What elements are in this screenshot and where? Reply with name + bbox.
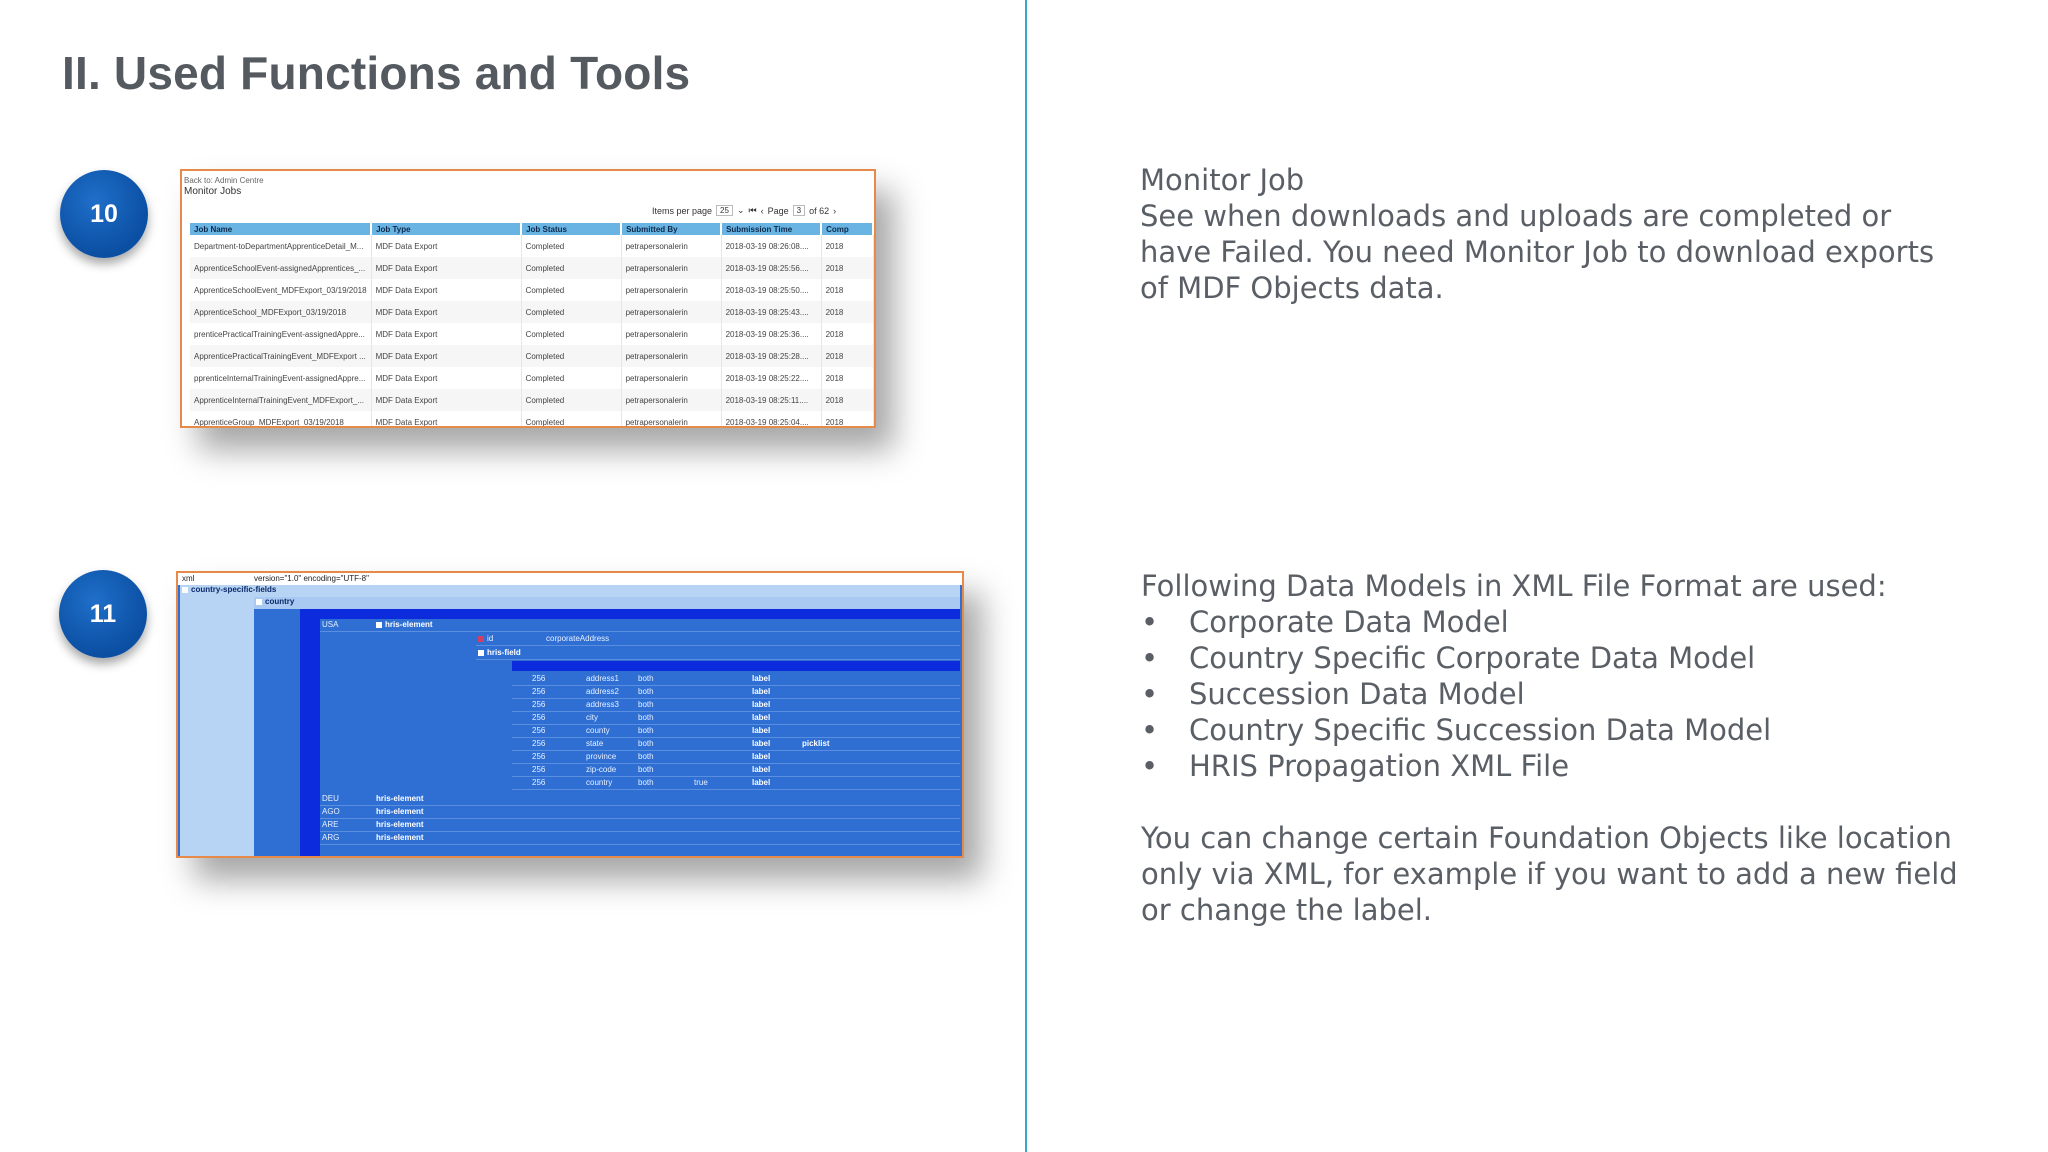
xml-field-row[interactable] xyxy=(512,673,960,686)
xml-field-cell: 256 xyxy=(532,700,546,709)
table-cell: 2018 xyxy=(821,389,873,411)
monitor-job-heading: Monitor Job xyxy=(1140,163,1305,197)
xml-field-cell: label xyxy=(752,778,771,787)
table-cell: 2018-03-19 08:26:08.... xyxy=(721,235,821,257)
table-cell: ApprenticeSchoolEvent_MDFExport_03/19/2018 xyxy=(190,279,371,301)
hris-element-node[interactable] xyxy=(376,620,433,629)
xml-field-cell: 256 xyxy=(532,713,546,722)
xml-label: xml xyxy=(182,574,195,583)
pager xyxy=(652,205,836,216)
xml-country-row[interactable] xyxy=(320,806,960,819)
xml-field-row[interactable] xyxy=(512,777,960,790)
table-cell: Completed xyxy=(521,301,621,323)
table-cell: MDF Data Export xyxy=(371,279,521,301)
data-models-list xyxy=(1141,604,1971,784)
prev-page-icon[interactable]: ‹ xyxy=(760,205,764,216)
xml-field-cell: both xyxy=(638,765,654,774)
xml-field-row[interactable] xyxy=(512,712,960,725)
next-page-icon[interactable]: › xyxy=(833,205,837,216)
list-item: • Succession Data Model xyxy=(1141,676,1971,712)
xml-field-cell: label xyxy=(752,752,771,761)
xml-field-cell: country xyxy=(586,778,613,787)
list-item: • Country Specific Succession Data Model xyxy=(1141,712,1971,748)
xml-country-row[interactable] xyxy=(320,793,960,806)
id-attr-label: id xyxy=(478,634,493,643)
table-row[interactable] xyxy=(190,367,873,389)
xml-field-cell: both xyxy=(638,726,654,735)
xml-field-cell: label xyxy=(752,726,771,735)
xml-data-model-screenshot xyxy=(176,571,964,858)
xml-tree-gutter xyxy=(180,597,254,856)
data-models-description xyxy=(1141,568,1971,928)
xml-field-cell: address2 xyxy=(586,687,619,696)
xml-field-row[interactable] xyxy=(512,751,960,764)
xml-field-cell: label xyxy=(752,713,771,722)
table-row[interactable] xyxy=(190,235,873,257)
xml-field-cell: both xyxy=(638,739,654,748)
xml-country-label: country xyxy=(265,597,295,606)
attribute-icon xyxy=(478,636,484,642)
xml-field-cell: both xyxy=(638,752,654,761)
xml-field-cell: both xyxy=(638,674,654,683)
xml-field-cell: label xyxy=(752,700,771,709)
xml-field-row[interactable] xyxy=(512,725,960,738)
page-input[interactable]: 3 xyxy=(793,205,805,216)
table-cell: Department-toDepartmentApprenticeDetail_M... xyxy=(190,235,371,257)
xml-usa-row[interactable] xyxy=(320,619,960,632)
xml-field-cell: 256 xyxy=(532,674,546,683)
table-row[interactable] xyxy=(190,279,873,301)
hris-element-node[interactable]: hris-element xyxy=(376,820,424,829)
xml-field-cell: 256 xyxy=(532,778,546,787)
xml-field-cell: 256 xyxy=(532,687,546,696)
xml-declaration-row xyxy=(178,573,962,585)
list-item: • Country Specific Corporate Data Model xyxy=(1141,640,1971,676)
xml-country-node[interactable] xyxy=(254,597,960,609)
monitor-jobs-title: Monitor Jobs xyxy=(184,186,242,197)
table-cell: Completed xyxy=(521,235,621,257)
hris-element-label: hris-element xyxy=(385,620,433,629)
data-models-intro: Following Data Models in XML File Format are used: xyxy=(1141,569,1887,603)
xml-field-cell: label xyxy=(752,674,771,683)
hris-element-node[interactable]: hris-element xyxy=(376,807,424,816)
table-cell: Completed xyxy=(521,389,621,411)
xml-field-cell: both xyxy=(638,778,654,787)
table-cell: MDF Data Export xyxy=(371,257,521,279)
collapse-icon[interactable] xyxy=(256,599,262,605)
table-cell: ApprenticeSchool_MDFExport_03/19/2018 xyxy=(190,301,371,323)
table-cell: MDF Data Export xyxy=(371,411,521,428)
xml-attribute-header xyxy=(300,609,960,619)
step-badge-10: 10 xyxy=(60,170,148,258)
table-cell: petrapersonalerin xyxy=(621,389,721,411)
collapse-icon[interactable] xyxy=(376,622,382,628)
table-cell: MDF Data Export xyxy=(371,301,521,323)
table-cell: Completed xyxy=(521,279,621,301)
table-cell: MDF Data Export xyxy=(371,235,521,257)
chevron-down-icon[interactable]: ⌄ xyxy=(736,205,745,215)
table-cell: petrapersonalerin xyxy=(621,367,721,389)
jobs-table xyxy=(190,223,874,428)
table-row[interactable] xyxy=(190,323,873,345)
table-cell: Completed xyxy=(521,411,621,428)
xml-field-cell: both xyxy=(638,700,654,709)
page-of-label: of 62 xyxy=(809,205,830,216)
xml-field-row[interactable] xyxy=(512,738,960,751)
items-per-page-select[interactable]: 25 xyxy=(716,205,733,216)
xml-tree-column xyxy=(300,609,320,856)
xml-field-cell: 256 xyxy=(532,726,546,735)
column-header[interactable]: Submission Time xyxy=(721,223,821,235)
country-code: ARE xyxy=(322,820,339,829)
xml-field-cell: address3 xyxy=(586,700,619,709)
back-to-admin-link[interactable]: Back to: Admin Centre xyxy=(184,176,264,185)
id-attr-value: corporateAddress xyxy=(546,634,610,643)
table-cell: petrapersonalerin xyxy=(621,323,721,345)
table-cell: pprenticeInternalTrainingEvent-assignedAppre... xyxy=(190,367,371,389)
table-cell: 2018-03-19 08:25:28.... xyxy=(721,345,821,367)
table-cell: petrapersonalerin xyxy=(621,235,721,257)
table-cell: MDF Data Export xyxy=(371,367,521,389)
table-cell: petrapersonalerin xyxy=(621,345,721,367)
country-code: AGO xyxy=(322,807,340,816)
xml-field-cell: both xyxy=(638,713,654,722)
xml-id-row xyxy=(476,633,960,646)
xml-field-cell: province xyxy=(586,752,617,761)
column-header[interactable]: Submitted By xyxy=(621,223,721,235)
xml-country-row[interactable] xyxy=(320,819,960,832)
xml-hris-field-node[interactable] xyxy=(476,647,960,660)
xml-field-cell: 256 xyxy=(532,765,546,774)
table-cell: ApprenticeSchoolEvent-assignedApprentices_... xyxy=(190,257,371,279)
page-title: II. Used Functions and Tools xyxy=(62,47,691,99)
table-cell: 2018-03-19 08:25:11.... xyxy=(721,389,821,411)
table-cell: Completed xyxy=(521,323,621,345)
xml-field-row[interactable] xyxy=(512,764,960,777)
xml-field-cell: label xyxy=(752,739,771,748)
table-cell: 2018-03-19 08:25:50.... xyxy=(721,279,821,301)
xml-field-cell: both xyxy=(638,687,654,696)
xml-field-cell: city xyxy=(586,713,598,722)
table-cell: 2018-03-19 08:25:36.... xyxy=(721,323,821,345)
xml-field-cell: state xyxy=(586,739,604,748)
table-cell: 2018 xyxy=(821,235,873,257)
xml-root-label: country-specific-fields xyxy=(191,585,277,594)
table-cell: 2018-03-19 08:25:22.... xyxy=(721,367,821,389)
table-cell: 2018 xyxy=(821,345,873,367)
table-cell: ApprenticeGroup_MDFExport_03/19/2018 xyxy=(190,411,371,428)
column-header[interactable]: Comp xyxy=(821,223,873,235)
table-cell: 2018 xyxy=(821,323,873,345)
items-per-page-label: Items per page xyxy=(652,205,713,216)
table-header-row xyxy=(190,223,873,235)
step-badge-11: 11 xyxy=(59,570,147,658)
table-cell: 2018 xyxy=(821,279,873,301)
table-cell: 2018 xyxy=(821,367,873,389)
vertical-divider xyxy=(1025,0,1027,1152)
table-cell: MDF Data Export xyxy=(371,323,521,345)
table-cell: 2018 xyxy=(821,411,873,428)
table-row[interactable] xyxy=(190,389,873,411)
monitor-job-description xyxy=(1140,162,1960,306)
table-cell: 2018 xyxy=(821,301,873,323)
table-row[interactable] xyxy=(190,411,873,428)
xml-field-cell: zip-code xyxy=(586,765,617,774)
collapse-icon[interactable] xyxy=(182,587,188,593)
table-row[interactable] xyxy=(190,301,873,323)
xml-field-cell: 256 xyxy=(532,752,546,761)
list-item: • Corporate Data Model xyxy=(1141,604,1971,640)
data-models-note: You can change certain Foundation Objects like location only via XML, for example if you want to add a new field or change the label. xyxy=(1141,821,1958,927)
xml-declaration: version="1.0" encoding="UTF-8" xyxy=(254,574,369,583)
table-cell: prenticePracticalTrainingEvent-assignedAppre... xyxy=(190,323,371,345)
xml-field-cell: picklist xyxy=(802,739,830,748)
country-code: USA xyxy=(322,620,339,629)
table-cell: petrapersonalerin xyxy=(621,301,721,323)
xml-field-row[interactable] xyxy=(512,699,960,712)
table-row[interactable] xyxy=(190,345,873,367)
table-cell: ApprenticePracticalTrainingEvent_MDFExport ... xyxy=(190,345,371,367)
hris-field-label: hris-field xyxy=(478,648,521,657)
table-cell: petrapersonalerin xyxy=(621,279,721,301)
table-cell: petrapersonalerin xyxy=(621,411,721,428)
xml-field-cell: address1 xyxy=(586,674,619,683)
xml-field-cell: label xyxy=(752,765,771,774)
xml-country-row[interactable] xyxy=(320,832,960,845)
table-cell: 2018 xyxy=(821,257,873,279)
xml-field-row[interactable] xyxy=(512,686,960,699)
first-page-icon[interactable]: ⏮ xyxy=(748,205,757,215)
table-cell: Completed xyxy=(521,367,621,389)
column-header[interactable]: Job Name xyxy=(190,223,371,235)
xml-field-cell: label xyxy=(752,687,771,696)
page-label: Page xyxy=(767,205,789,216)
table-cell: Completed xyxy=(521,257,621,279)
table-cell: 2018-03-19 08:25:04.... xyxy=(721,411,821,428)
xml-field-cell: 256 xyxy=(532,739,546,748)
country-code: DEU xyxy=(322,794,339,803)
table-cell: MDF Data Export xyxy=(371,345,521,367)
column-header[interactable]: Job Type xyxy=(371,223,521,235)
hris-element-node[interactable]: hris-element xyxy=(376,833,424,842)
table-cell: petrapersonalerin xyxy=(621,257,721,279)
column-header[interactable]: Job Status xyxy=(521,223,621,235)
monitor-jobs-screenshot xyxy=(180,169,876,428)
table-cell: Completed xyxy=(521,345,621,367)
table-cell: 2018-03-19 08:25:43.... xyxy=(721,301,821,323)
table-cell: ApprenticeInternalTrainingEvent_MDFExport_... xyxy=(190,389,371,411)
xml-field-cell: true xyxy=(694,778,708,787)
list-item: • HRIS Propagation XML File xyxy=(1141,748,1971,784)
monitor-job-body: See when downloads and uploads are completed or have Failed. You need Monitor Job to download exports of MDF Objects data. xyxy=(1140,199,1935,305)
hris-element-node[interactable]: hris-element xyxy=(376,794,424,803)
xml-root-node[interactable] xyxy=(180,585,960,597)
table-cell: 2018-03-19 08:25:56.... xyxy=(721,257,821,279)
xml-field-header xyxy=(512,661,960,671)
table-cell: MDF Data Export xyxy=(371,389,521,411)
collapse-icon[interactable] xyxy=(478,650,484,656)
table-row[interactable] xyxy=(190,257,873,279)
xml-tree-column xyxy=(254,609,300,856)
xml-field-cell: county xyxy=(586,726,610,735)
country-code: ARG xyxy=(322,833,340,842)
